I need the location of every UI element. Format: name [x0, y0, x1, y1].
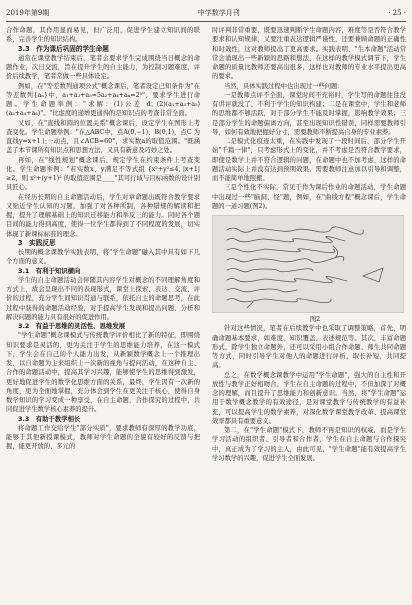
- paragraph: 三是个性化不实际，常见于作为课后作业的命题活动，学生命题中出现过一些"脑洞、怪"题，例如，在"曲线方程"概念课后，学生命题的一道习题(图2)。: [212, 184, 406, 210]
- subsection-heading: 3.3 有助于教学相长: [18, 414, 81, 423]
- journal-title: 中学数学月刊: [197, 9, 240, 17]
- paragraph: 通常在课堂教学结束后，笔者会要求学生完成围绕当日概念的命题作业，次日交流，旨在提升学生的自主能力，为控制习题难度，评价后续教学，笔者常做一些具体设定。: [6, 54, 200, 81]
- left-column: [6, 26, 200, 452]
- paragraph: 又如，在"直线和圆的位置关系"概念课后，设定学生在图形上考查变化。学生命题举例："在△ABC中，点A(0,−1)、B(0,1)，点C 为直线y=x+1上一动点，且∠ACB=60°，求实数a的取值范围。"既涵盖了本节课所有知识点和思想方法，又具有新意及巧妙之处。: [6, 119, 200, 155]
- paragraph: 二是模式化痕迹太重，在实践中发现了一段时间后，部分学生开始"千篇一律"，只考虑形式上的变化，并不考虑是否符合教学要求，即使是数学上并不符合逻辑的问题，在命题中也不加考虑，这样的命题活动实际上并没有达到预期效果，需要教师注意加以引导和调整，而不能简单地照搬。: [212, 138, 406, 182]
- section-heading: 3 实践反思: [18, 238, 56, 247]
- paragraph: 针对这些情况，笔者在后续教学中也采取了调整策略，首先，明确命题基本要求，如难度、知识覆盖、表述规范等。其次，丰富命题形式，除学生独立命题外，还可以采用小组合作命题、师生共同命题等方式，同时引导学生对他人的命题进行评析，取长补短，共同提高。: [212, 325, 406, 370]
- paragraph: 总之，在数学概念课教学中运用"学生命题"，强大的自主性和开放性与教学正好相吻合，学生在自主命题的过程中，不但加深了对概念的理解，而且提升了思维能力和创新意识。当然，将"学生命题"运用于数学概念教学的有效途径，是对课堂教学与传统教学的有益补充，可以提高学生的数学素养，对深化数学课堂教学改革、提高课堂效率都具有重要意义。: [212, 371, 406, 425]
- handwriting-sketch: [213, 216, 404, 313]
- paragraph: 时评判非常重要，既要迅速判断学生命题内容，难度等是否符合教学要求和认知规律，又要注重表达逻辑严谨性，还要兼顾命题的正确性和时效性，这对教师提出了更高要求。实践表明，"生本命题"活动常常会涌现出一些新颖的思路和想法，在这样的教学模式调节下，学生命题的质量比教师还要高出很多，这样也对教师的专业水平提出更高的要求。: [212, 27, 406, 81]
- page-header: [6, 6, 406, 20]
- subsection-heading: 3.1 有利于知识横向: [18, 266, 81, 275]
- paragraph: 第二，在"学生命题"模式下，教师不再是知识的权威，而是学生学习活动的组织者、引导者和合作者，学生在自主命题与合作探究中，真正成为了学习的主人，由此可见，"学生命题"能有效提高学生学习数学的兴趣，促进学生全面发展。: [212, 427, 406, 462]
- paragraph: 在经历长期的自主命题活动后，学生对章命题出既符合教学要求又贴近学生认知的习题，加强了对各种所制，各种错规的解读和把握，提升了理解基础上的知识迁移能力和举反三的能力。同时各个题目间的能力得到高度，使得一位学生都得到了不同程度的发展，切实体现了新课标标准的理念。: [6, 193, 200, 238]
- section-heading: 3.3 作为课后巩固的学生命题: [18, 44, 109, 53]
- paragraph: 长期的概念课教学实践表明，将"学生命题"融入其中具有如下几个方面的意义。: [6, 249, 200, 266]
- paragraph: 当然，具体实践过程中也出现过一些问题：: [224, 82, 344, 90]
- right-column: [212, 26, 406, 463]
- paragraph: 一是教师点评不全面，课堂时间不充裕时，学生写的命题往往没有讲评就没了，不利于学生的知识构建；二是在课堂中，学生和老师的思维都不够活跃，对于部分学生不能及时掌握，影响教学效果；三是部分学生的命题偏离方向，甚至出现知识性错误，同样需要教师引导，如何有效地把握好分寸，需要教师不断提高自身的专业素养。: [212, 91, 406, 136]
- subsection-heading: 3.2 有益于思维的灵活性、思维发展: [18, 322, 126, 330]
- paragraph: 将命题工作交给学生"部分实质"，要求教师有深厚的教学功底，能够于其他新授课模式，教师对学生命题的全貌有较好的反馈与把握，能更开放的、多元的: [6, 424, 200, 451]
- paragraph: 学生的自主命题活动会伴随其内容学生对概念的不同理解角度和方式上，故会呈现出不同的表现形式，课堂上探索、表达、交流、评价的过程，充分学生间知识贯通与联系，依托自主的命题思考，在此过程中获得的命题活动经验，对于提高学生发现和提出问题、分析和解决问题的能力具有很好的促进作用。: [6, 276, 200, 321]
- figure-caption: 图2: [309, 315, 321, 323]
- header-rule: [6, 21, 406, 22]
- paragraph: "学生命题"概念课模式与传统教学评价相比了新的特征，即围绕知识要求是灵活的，更为关注于学生的思维能力培养，在这一模式下，学生会在自己的个人能力出发，从新颖数学概念上一个推理出发，以自命题为主来组织上一次新的视角与提问活动，在这种自主、合作的命题活动中，提高其学习兴趣，能够使学生的思维得到激发，更好地促进学生的数学化思维方面的关系，最终，学生因有一次新的角度，更为全面地掌握，充分体会到学生在更关注于核心，使得自身数学知识的学习变成一种享受，在自主命题、合作探究的过程中，共同促进学生数学核心素养的提升。: [6, 332, 200, 414]
- paragraph: 例如，在"等差数列通项公式"概念课后，笔者设定已知条件为"在等差数列{aₙ}中，a₁+a₃+a₅=5a₂+a₄+a₆=2⁵"，要求学生进行命题。学生命题举例："求解：(1)公差 d；(2)(a₁+a₃+a₅)(a₂+a₄+a₆)"。"比虑度的递增更通得的是知识点的考查非常全面。: [6, 82, 200, 118]
- paragraph: 再如，在"线性规划"概念课后，规定学生在约束条件上考查变化。学生命题举例："若实数x、y满足不等式组 {x²+y²≤4, |x+1|≥2，则 x²+(y+1)² 的取值范围是____"其可行域与目标函数的设计别具匠心。: [6, 156, 200, 192]
- paragraph: 合作命题，其作用显而易见，但广泛用，促进学生建立知识间的联系，完善学生的知识结构。: [6, 27, 200, 44]
- handwritten-figure-image: [212, 215, 404, 313]
- page-number: · 25 ·: [388, 9, 406, 17]
- issue-label: 2019年第9期: [6, 9, 50, 17]
